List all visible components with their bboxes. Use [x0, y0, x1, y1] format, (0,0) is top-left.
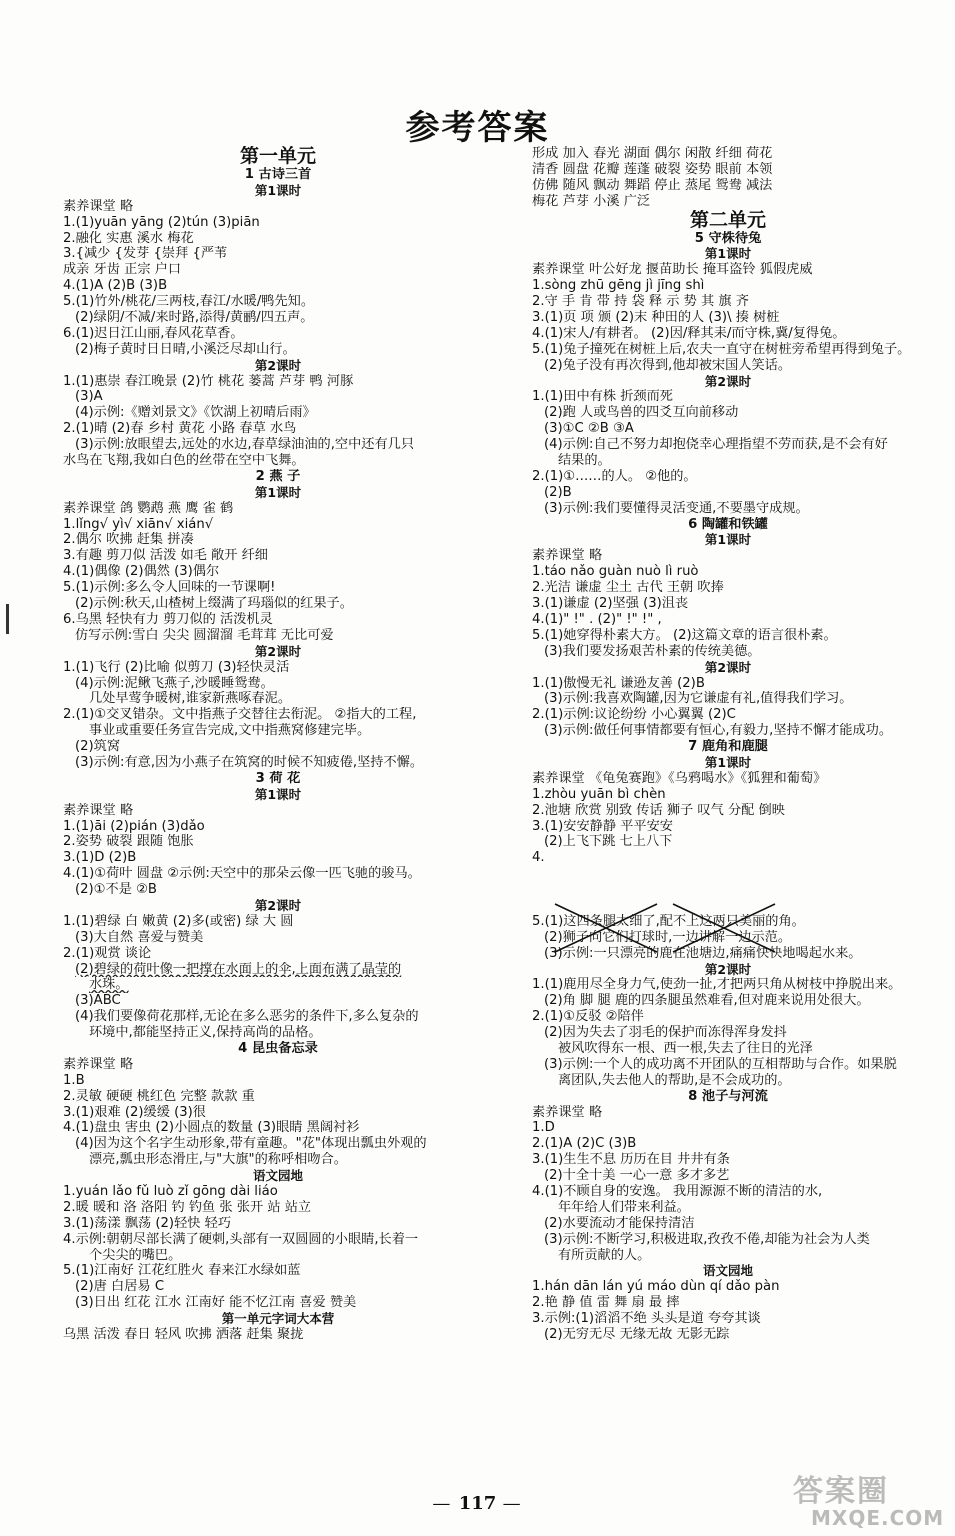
answer-line: 3.{减少 {发芽 {崇拜 {严苇 — [63, 246, 228, 262]
section-heading: 第2课时 — [704, 961, 752, 977]
section-heading: 第1课时 — [254, 182, 302, 198]
answer-line: 3.(1)谦虚 (2)坚强 (3)沮丧 — [532, 596, 689, 612]
answer-line: 梅花 芦芽 小溪 广泛 — [532, 193, 651, 209]
lesson-heading: 6 陶罐和铁罐 — [688, 516, 768, 532]
section-heading: 第2课时 — [704, 373, 752, 389]
answer-line: 3.(1)荡漾 飘荡 (2)轻快 轻巧 — [63, 1215, 232, 1231]
answer-line: 3.示例:(1)滔滔不绝 头头是道 夸夸其谈 — [532, 1311, 761, 1327]
left-column — [63, 146, 493, 1343]
answer-line: 2.(1)①交叉错杂。文中指燕子交替往去衔泥。 ②指大的工程, — [63, 707, 417, 723]
answer-line: 素养课堂 《龟兔赛跑》《乌鸦喝水》《狐狸和葡萄》 — [532, 770, 827, 786]
answer-line: 5.(1)这四条腿太细了,配不上这两只美丽的角。 — [532, 913, 805, 929]
answer-line: (2)①不是 ②B — [75, 882, 157, 898]
right-column — [532, 146, 924, 1343]
answer-line: (3)大自然 喜爱与赞美 — [75, 929, 204, 945]
section-heading: 第2课时 — [254, 357, 302, 373]
answer-line: 5.(1)江南好 江花红胜火 春来江水绿如蓝 — [63, 1263, 301, 1279]
answer-line: (2)碧绿的荷叶像一把撑在水面上的伞,上面布满了晶莹的 — [75, 961, 402, 977]
answer-line: 1.(1)鹿用尽全身力气,使劲一扯,才把两只角从树枝中挣脱出来。 — [532, 977, 902, 993]
answer-line: (2)上飞下跳 七上八下 — [544, 834, 673, 850]
answer-line: (4)示例:自己不努力却抱侥幸心理指望不劳而获,是不会有好 — [544, 437, 888, 453]
page-number-value: 117 — [458, 1493, 497, 1514]
answer-line: 2.暖 暖和 洛 洛阳 钓 钓鱼 张 张开 站 站立 — [63, 1199, 312, 1215]
answer-line: 有所贡献的人。 — [558, 1247, 651, 1263]
section-heading: 第1课时 — [254, 786, 302, 802]
answer-line: 2.(1)A (2)C (3)B — [532, 1136, 637, 1152]
answer-line: 2.(1)①反驳 ②陪伴 — [532, 1009, 644, 1025]
answer-line: (3)示例:我们要懂得灵活变通,不要墨守成规。 — [544, 500, 809, 516]
answer-line: 成亲 牙齿 正宗 户口 — [63, 262, 182, 278]
answer-line: (3)示例:一个人的成功离不开团队的互相帮助与合作。如果脱 — [544, 1056, 897, 1072]
answer-line: 1.lǐng√ yì√ xiān√ xián√ — [63, 516, 214, 532]
answer-line: (3)示例:不断学习,积极进取,孜孜不倦,却能为社会为人类 — [544, 1231, 870, 1247]
answer-line: (2)梅子黄时日日晴,小溪泛尽却山行。 — [75, 341, 296, 357]
answer-line: (3)示例:一只漂亮的鹿在池塘边,痛痛快快地喝起水来。 — [544, 945, 862, 961]
section-heading: 第2课时 — [254, 897, 302, 913]
answer-line: 漂亮,瓢虫形态滑庄,与"大旗"的称呼相吻合。 — [89, 1152, 347, 1168]
answer-line: 2.灵敏 硬硬 桃红色 完整 款款 重 — [63, 1088, 255, 1104]
section-heading: 语文园地 — [702, 1263, 753, 1279]
answer-line: 2.光洁 谦虚 尘土 古代 王朝 吹捧 — [532, 580, 724, 596]
watermark-logo: 答案圈 — [793, 1474, 889, 1509]
answer-line: 水鸟在飞翔,我如白色的丝带在空中飞舞。 — [63, 453, 305, 469]
answer-line: (3)①C ②B ③A — [544, 421, 634, 437]
answer-line: (3)示例:放眼望去,远处的水边,春草绿油油的,空中还有几只 — [75, 437, 415, 453]
answer-line: 5.(1)兔子撞死在树桩上后,农夫一直守在树桩旁希望再得到兔子。 — [532, 341, 911, 357]
answer-line: 4.示例:朝朝尽部长满了硬刺,头部有一双圆圆的小眼睛,长着一 — [63, 1231, 419, 1247]
answer-line: (3)A — [75, 389, 103, 405]
answer-line: 1.(1)惠崇 春江晚景 (2)竹 桃花 蒌蒿 芦芽 鸭 河豚 — [63, 373, 354, 389]
answer-line: (2)水要流动才能保持清洁 — [544, 1215, 695, 1231]
section-heading: 第1课时 — [704, 532, 752, 548]
lesson-heading: 8 池子与河流 — [688, 1088, 768, 1104]
section-heading: 第1课时 — [704, 246, 752, 262]
answer-line: 素养课堂 鸽 鹦鹉 燕 鹰 雀 鹤 — [63, 500, 234, 516]
answer-line: 2.(1)示例:议论纷纷 小心翼翼 (2)C — [532, 707, 736, 723]
answer-line: (2)跑 人或鸟兽的四爻互向前移动 — [544, 405, 739, 421]
answer-line: (2)十全十美 一心一意 多才多艺 — [544, 1168, 730, 1184]
matching-lines-diagram — [545, 898, 945, 958]
answer-line: 3.有趣 剪刀似 活泼 如毛 敞开 纤细 — [63, 548, 268, 564]
answer-line: 被风吹得东一根、西一根,失去了往日的光泽 — [558, 1040, 813, 1056]
answer-line: 2.姿势 破裂 跟随 饱胀 — [63, 834, 194, 850]
answer-line: 1.(1)飞行 (2)比喻 似剪刀 (3)轻快灵活 — [63, 659, 290, 675]
section-heading: 第一单元字词大本营 — [221, 1311, 335, 1327]
lesson-heading: 1 古诗三首 — [244, 167, 312, 182]
answer-line: 3.(1)D (2)B — [63, 850, 137, 866]
lesson-heading: 5 守株待兔 — [694, 230, 762, 246]
answer-line: (3)我们要发扬艰苦朴素的传统美德。 — [544, 643, 761, 659]
answer-line: 素养课堂 略 — [63, 802, 134, 818]
answer-line: 2.艳 静 值 雷 舞 扇 最 摔 — [532, 1295, 680, 1311]
answer-line: (3)示例:有意,因为小燕子在筑窝的时候不知疲倦,坚持不懈。 — [75, 754, 424, 770]
answer-line: 素养课堂 叶公好龙 揠苗助长 掩耳盗铃 狐假虎威 — [532, 262, 813, 278]
answer-line: 5.(1)示例:多么令人回味的一节课啊! — [63, 580, 276, 596]
answer-line: 1.(1)āi (2)pián (3)dǎo — [63, 818, 205, 834]
answer-line: (2)示例:秋天,山楂树上缀满了玛瑙似的红果子。 — [75, 596, 353, 612]
answer-line: 2.融化 实惠 溪水 梅花 — [63, 230, 194, 246]
watermark — [793, 1466, 943, 1532]
answer-line: (4)我们要像荷花那样,无论在多么恶劣的条件下,多么复杂的 — [75, 1009, 419, 1025]
section-heading: 第1课时 — [704, 754, 752, 770]
page-dash-right: — — [502, 1493, 523, 1514]
answer-line: (4)示例:泥鳅飞燕子,沙暖睡鸳鸯。 — [75, 675, 274, 691]
answer-line: 3.(1)安安静静 平平安安 — [532, 818, 673, 834]
page-dash-left: — — [432, 1493, 453, 1514]
answer-line: 1.(1)yuān yāng (2)tún (3)piān — [63, 214, 260, 230]
answer-line: 2.守 手 肯 带 持 袋 释 示 势 其 旗 齐 — [532, 294, 749, 310]
answer-line: 3.(1)页 项 颁 (2)末 种田的人 (3)\ 揍 树桩 — [532, 310, 780, 326]
answer-line: 乌黑 活泼 春日 轻风 吹拂 洒落 赶集 聚拢 — [63, 1327, 304, 1343]
answer-line: 4.(1)" !" . (2)" !" !" , — [532, 611, 662, 627]
answer-line: (2)无穷无尽 无缘无故 无影无踪 — [544, 1327, 730, 1343]
answer-line: 素养课堂 略 — [63, 1056, 134, 1072]
answer-line: 仿写示例:雪白 尖尖 圆溜溜 毛茸茸 无比可爱 — [75, 627, 334, 643]
answer-line: 5.(1)竹外/桃花/三两枝,春江/水暖/鸭先知。 — [63, 294, 315, 310]
answer-line: 1.hán dān lán yú máo dùn qí dǎo pàn — [532, 1279, 780, 1295]
answer-line: 1.zhòu yuān bì chèn — [532, 786, 666, 802]
watermark-url: MXQE.COM — [811, 1506, 945, 1530]
answer-line: (2)角 脚 腿 鹿的四条腿虽然难看,但对鹿来说用处很大。 — [544, 993, 870, 1009]
answer-line: 事业或重要任务宣告完成,文中指燕窝修建完毕。 — [89, 723, 371, 739]
answer-line: 2.偶尔 吹拂 赶集 拼凑 — [63, 532, 194, 548]
answer-line: 素养课堂 略 — [532, 1104, 603, 1120]
section-heading: 语文园地 — [252, 1168, 303, 1184]
answer-line: 3.(1)艰难 (2)缓缓 (3)很 — [63, 1104, 206, 1120]
lesson-heading: 2 燕 子 — [255, 468, 301, 484]
answer-line: 1.D — [532, 1120, 555, 1136]
answer-line: 素养课堂 略 — [63, 198, 134, 214]
answer-line: 4.(1)A (2)B (3)B — [63, 278, 168, 294]
answer-line: 2.(1)①……的人。 ②他的。 — [532, 468, 697, 484]
answer-line: 清香 圆盘 花瓣 莲蓬 破裂 姿势 眼前 本领 — [532, 161, 773, 177]
answer-line: (2)狮子向它们打球时,一边讲解一边示范。 — [544, 929, 792, 945]
answer-line: 素养课堂 略 — [532, 548, 603, 564]
answer-line: 形成 加入 春光 湖面 偶尔 闲散 纤细 荷花 — [532, 146, 773, 161]
answer-line: 4.(1)①荷叶 圆盘 ②示例:天空中的那朵云像一匹飞驰的骏马。 — [63, 866, 421, 882]
answer-line: (3)ABC — [75, 993, 121, 1009]
section-heading: 第2课时 — [704, 659, 752, 675]
answer-line: (2)唐 白居易 C — [75, 1279, 165, 1295]
lesson-heading: 3 荷 花 — [255, 770, 301, 786]
answer-line: 1.B — [63, 1072, 85, 1088]
answer-line — [532, 882, 924, 898]
answer-line: 1.yuán lǎo fǔ luò zǐ gōng dài liáo — [63, 1184, 278, 1199]
answer-line: 4.(1)不顾自身的安逸。 我用源源不断的清洁的水, — [532, 1184, 823, 1199]
answer-line: 结果的。 — [558, 453, 611, 469]
lesson-heading: 4 昆虫备忘录 — [238, 1040, 318, 1056]
answer-line: 离团队,失去他人的帮助,是不会成功的。 — [558, 1072, 791, 1088]
page-title: 参考答案 — [405, 108, 550, 148]
answer-line: 6.乌黑 轻快有力 剪刀似的 活泼机灵 — [63, 611, 273, 627]
answer-line: 2.池塘 欣赏 别致 传话 狮子 叹气 分配 倒映 — [532, 802, 785, 818]
answer-line: (2)筑窝 — [75, 739, 121, 755]
answer-line: 4. — [532, 850, 545, 866]
section-heading: 第2课时 — [254, 643, 302, 659]
answer-line: 1.(1)碧绿 白 嫩黄 (2)多(或密) 绿 大 圆 — [63, 913, 294, 929]
answer-line: 年年给人们带来利益。 — [558, 1199, 690, 1215]
margin-mark — [6, 604, 9, 634]
answer-line: 1.táo nǎo guàn nuò lì ruò — [532, 564, 699, 580]
answer-line: 5.(1)她穿得朴素大方。 (2)这篇文章的语言很朴素。 — [532, 627, 837, 643]
answer-line: (2)因为失去了羽毛的保护而冻得浑身发抖 — [544, 1025, 787, 1041]
answer-line: 4.(1)盘虫 害虫 (2)小圆点的数量 (3)眼睛 黑阔衬衫 — [63, 1120, 360, 1136]
answer-line: 2.(1)晴 (2)春 乡村 黄花 小路 春草 水鸟 — [63, 421, 297, 437]
unit-heading: 第二单元 — [689, 209, 766, 231]
section-heading: 第1课时 — [254, 484, 302, 500]
answer-line: (3)示例:我喜欢陶罐,因为它谦虚有礼,值得我们学习。 — [544, 691, 853, 707]
answer-line: (2)B — [544, 484, 572, 500]
answer-line: 几处早莺争暖树,谁家新燕啄春泥。 — [89, 691, 292, 707]
answer-line: 2.(1)观赏 谈论 — [63, 945, 152, 961]
answer-line: 1.sòng zhū gēng jì jīng shì — [532, 278, 705, 294]
answer-line: 4.(1)宋人/有耕者。 (2)因/释其耒/而守株,冀/复得兔。 — [532, 325, 846, 341]
answer-line: (3)日出 红花 江水 江南好 能不忆江南 喜爱 赞美 — [75, 1295, 357, 1311]
answer-line: 3.(1)生生不息 历历在目 井井有条 — [532, 1152, 730, 1168]
answer-line — [532, 866, 924, 882]
answer-line: 仿佛 随风 飘动 舞蹈 停止 蒸尾 鸳鸯 减法 — [532, 177, 773, 193]
answer-line: (2)兔子没有再次得到,他却被宋国人笑话。 — [544, 357, 792, 373]
answer-line: 6.(1)迟日江山丽,春风花草香。 — [63, 325, 244, 341]
lesson-heading: 7 鹿角和鹿腿 — [688, 739, 768, 755]
answer-line: 个尖尖的嘴巴。 — [89, 1247, 182, 1263]
answer-line: 1.(1)田中有株 折颈而死 — [532, 389, 673, 405]
answer-line: (4)示例:《赠刘景文》《饮湖上初晴后雨》 — [75, 405, 316, 421]
answer-line: (4)因为这个名字生动形象,带有童趣。"花"体现出瓢虫外观的 — [75, 1136, 427, 1152]
answer-line: 4.(1)偶像 (2)偶然 (3)偶尔 — [63, 564, 220, 580]
answer-line: 1.(1)傲慢无礼 谦逊友善 (2)B — [532, 675, 705, 691]
answer-line: 水珠。 — [89, 977, 129, 993]
unit-heading: 第一单元 — [239, 146, 316, 167]
answer-line: (2)绿阴/不减/来时路,添得/黄鹂/四五声。 — [75, 310, 314, 326]
answer-line: 环境中,都能坚持正义,保持高尚的品格。 — [89, 1025, 322, 1041]
answer-line: (3)示例:做任何事情都要有恒心,有毅力,坚持不懈才能成功。 — [544, 723, 893, 739]
